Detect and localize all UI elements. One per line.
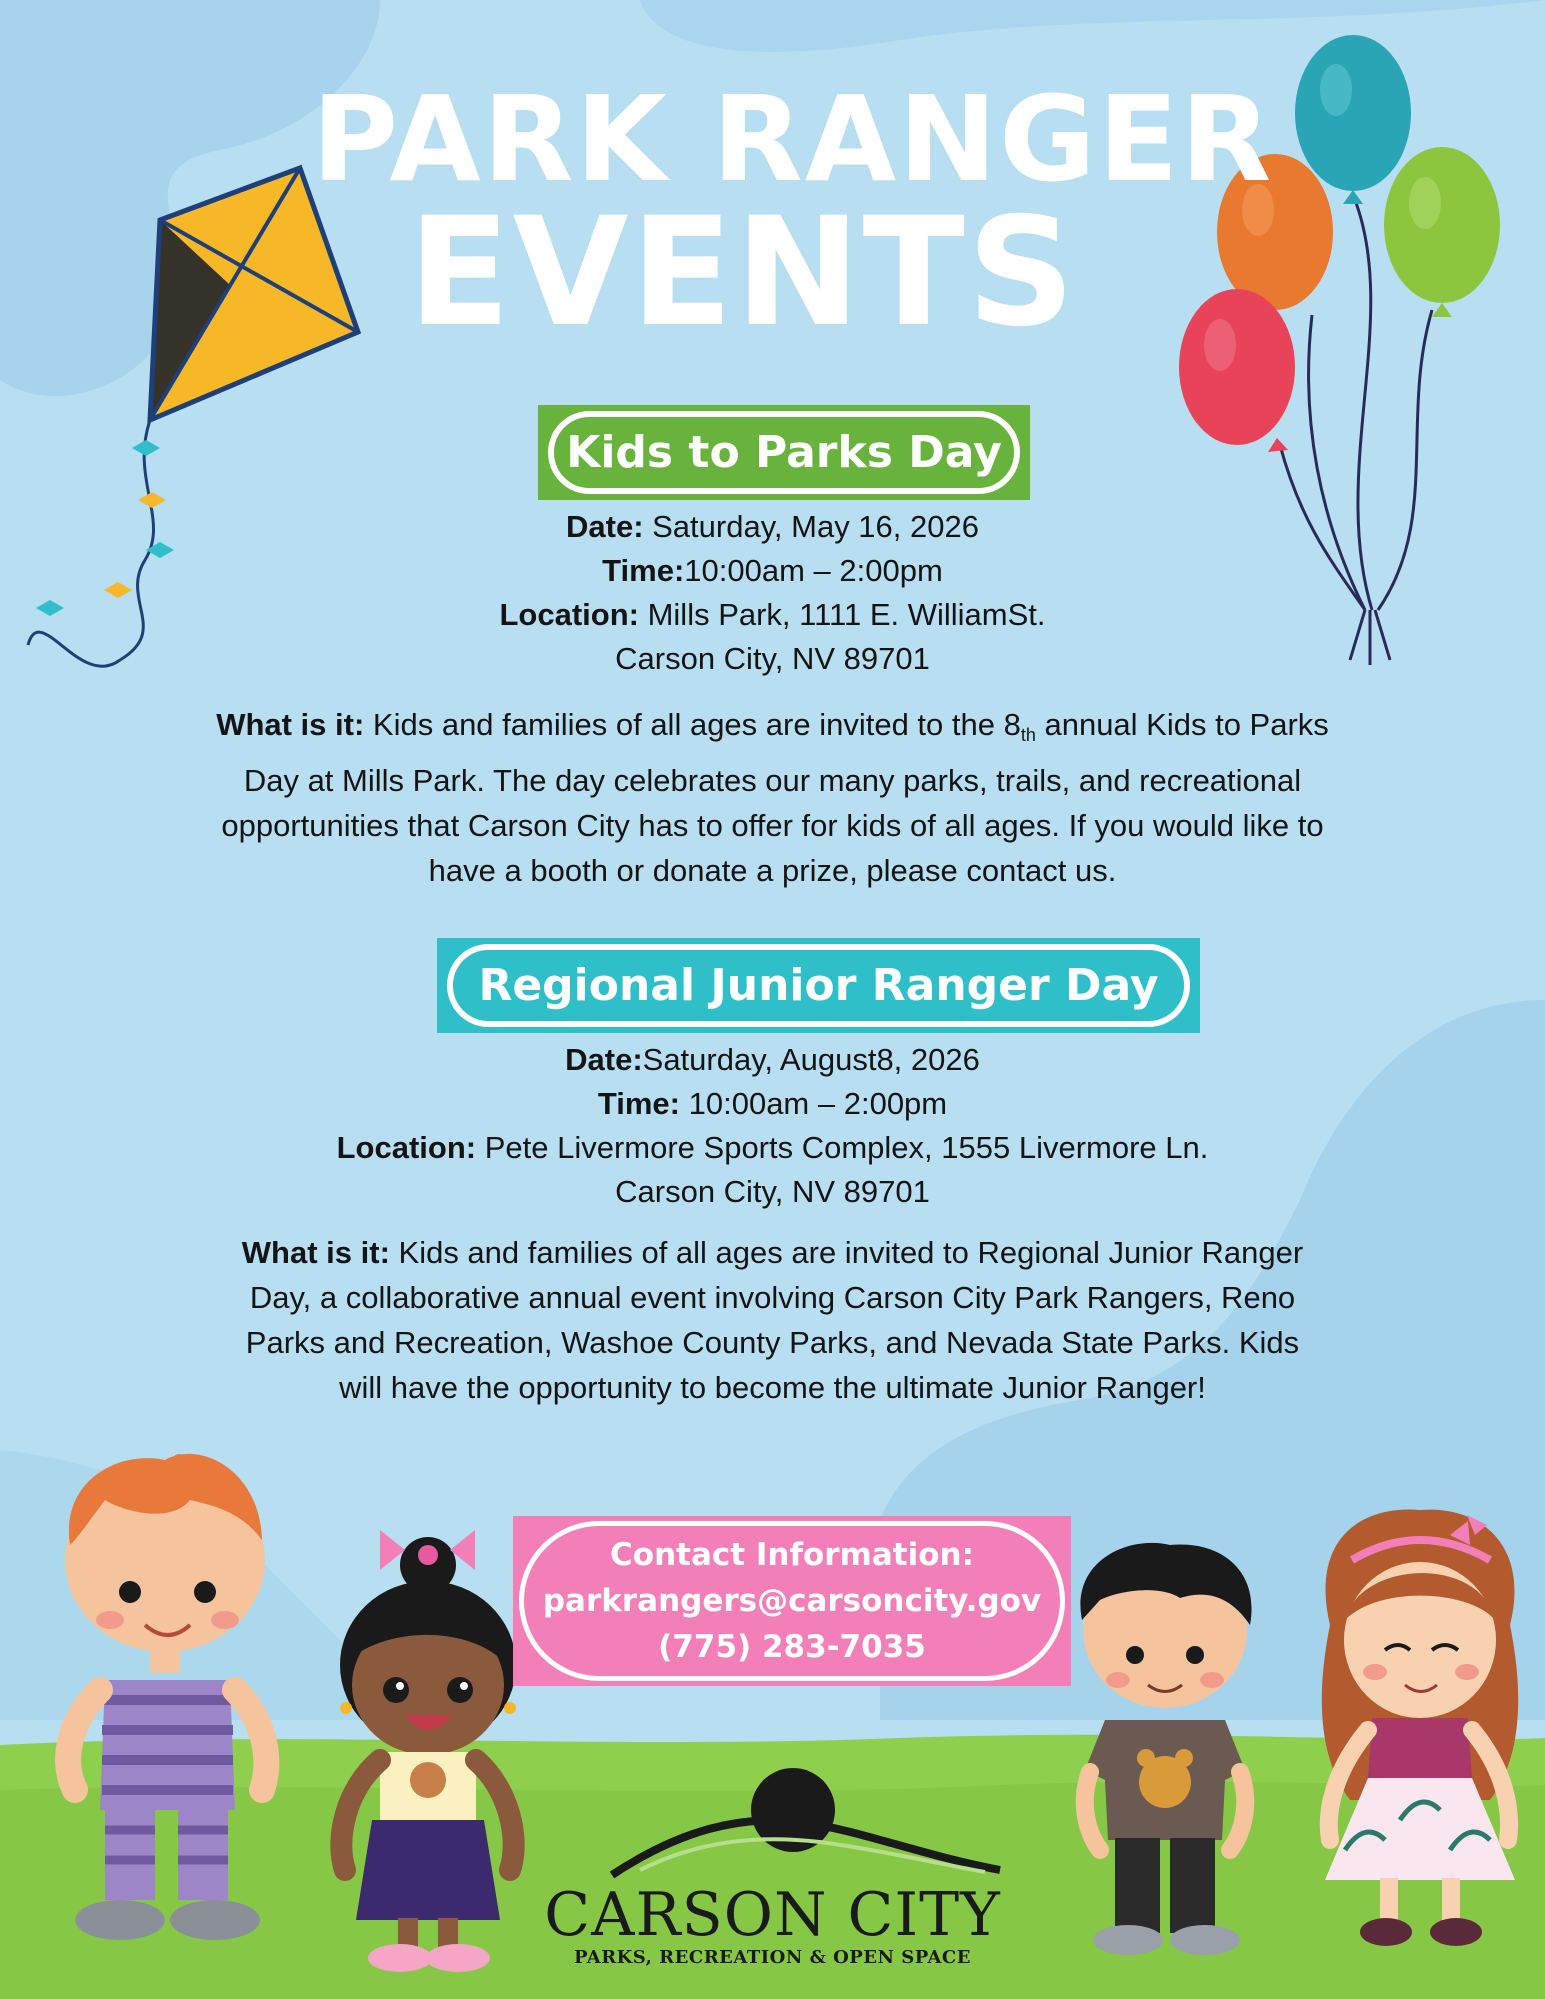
event1-what-sub: th (1020, 725, 1036, 745)
logo-subtitle: PARKS, RECREATION & OPEN SPACE (574, 1947, 971, 1968)
logo-name: CARSON CITY (544, 1880, 1001, 1950)
event1-location-line (0, 593, 1545, 637)
event1-what-label: What is it: (216, 707, 365, 742)
page-title-line1: PARK RANGER (311, 70, 1274, 208)
event1-location-label: Location: (499, 597, 639, 632)
event1-date-label: Date: (566, 509, 644, 544)
event2-location-city: Carson City, NV 89701 (615, 1174, 930, 1209)
event2-date-label: Date: (565, 1042, 643, 1077)
contact-label: Contact Information: (610, 1537, 974, 1573)
event2-description (225, 1230, 1320, 1410)
event2-time-value: 10:00am – 2:00pm (680, 1086, 948, 1121)
event1-date-value: Saturday, May 16, 2026 (643, 509, 979, 544)
event2-what-label: What is it: (241, 1235, 390, 1270)
event2-heading: Regional Junior Ranger Day (447, 944, 1190, 1027)
event1-what-text-b: annual Kids to Parks Day at Mills Park. The day celebrates our many parks, trails, and recreational opportunities that Carson City has to offer for kids of all ages. If you would like to have a booth or donate a prize, please contact us. (221, 707, 1329, 888)
event1-time-label: Time: (602, 553, 685, 588)
contact-info-box (513, 1516, 1071, 1686)
contact-phone[interactable]: (775) 283-7035 (658, 1629, 926, 1665)
event2-date-value: Saturday, August8, 2026 (642, 1042, 980, 1077)
event1-date-line (0, 505, 1545, 549)
event2-date-line (0, 1038, 1545, 1082)
event2-location-line (0, 1126, 1545, 1170)
cloud-shape-top-right (640, 0, 1545, 52)
event2-heading-badge (437, 938, 1200, 1033)
event1-heading: Kids to Parks Day (548, 411, 1020, 494)
event1-what-text-a: Kids and families of all ages are invited to the 8 (364, 707, 1021, 742)
event1-location-city: Carson City, NV 89701 (615, 641, 930, 676)
event1-time-value: 10:00am – 2:00pm (684, 553, 943, 588)
event2-time-label: Time: (597, 1086, 680, 1121)
event1-details (0, 505, 1545, 681)
contact-email[interactable]: parkrangers@carsoncity.gov (542, 1583, 1042, 1619)
event2-location-label: Location: (336, 1130, 477, 1165)
event1-heading-badge (538, 405, 1030, 500)
event2-what-text: Kids and families of all ages are invited to Regional Junior Ranger Day, a collaborative annual event involving Carson City Park Rangers, Reno Parks and Recreation, Washoe County Parks, and Nevada State Parks. Kids will have the opportunity to become the ultimate Junior Ranger! (245, 1235, 1304, 1405)
event2-details (0, 1038, 1545, 1214)
event1-location-value: Mills Park, 1111 E. WilliamSt. (638, 597, 1046, 632)
event2-time-line (0, 1082, 1545, 1126)
event1-description (210, 702, 1335, 893)
event2-location-value: Pete Livermore Sports Complex, 1555 Livermore Ln. (476, 1130, 1209, 1165)
event1-time-line (0, 549, 1545, 593)
page-title-line2: EVENTS (408, 186, 1077, 360)
contact-info-pill (519, 1521, 1065, 1681)
